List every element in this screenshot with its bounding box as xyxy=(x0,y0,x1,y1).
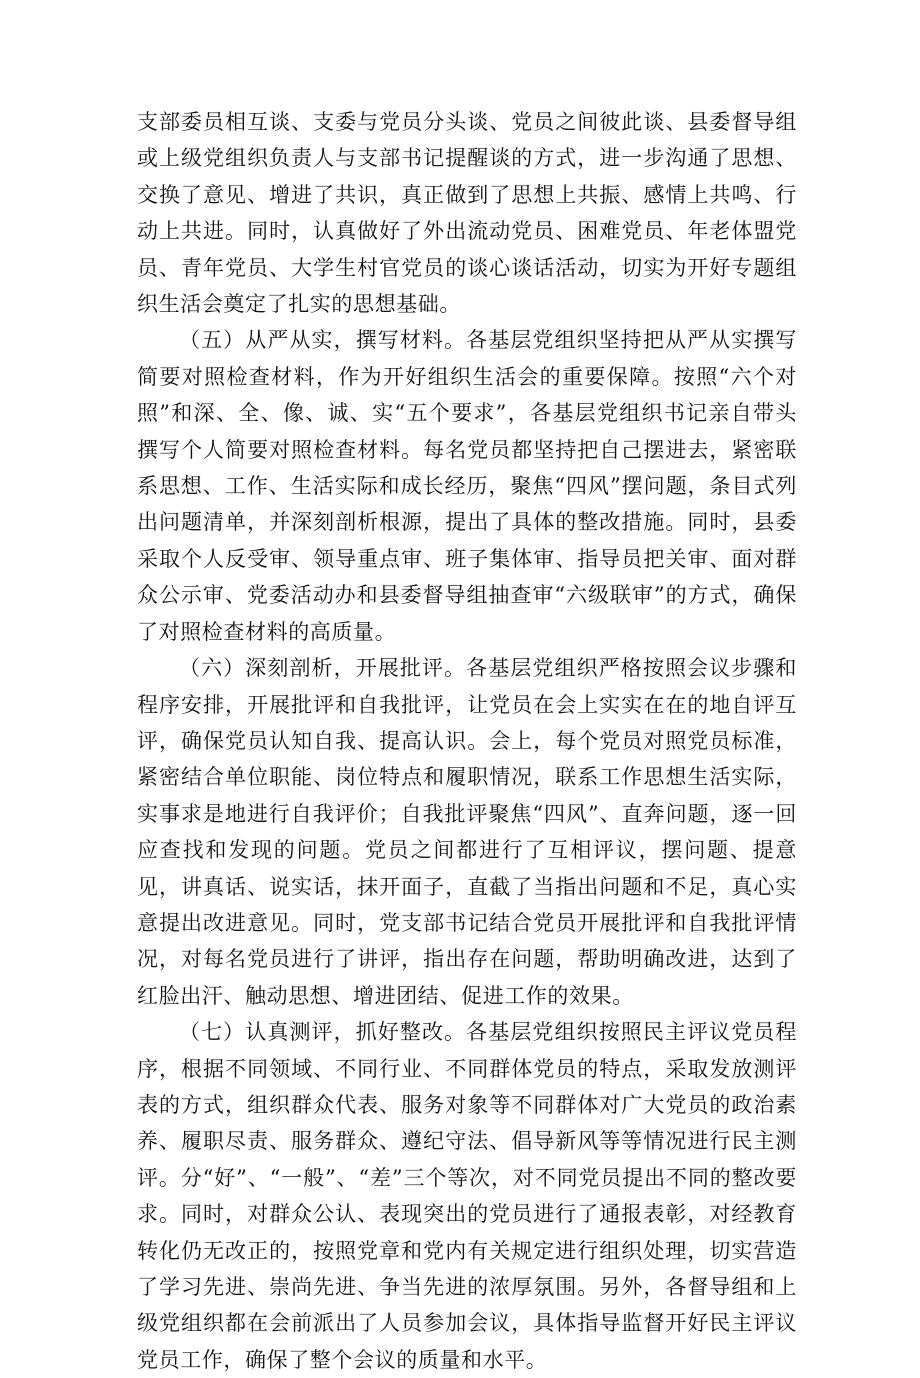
paragraph-section-6: （六）深刻剖析，开展批评。各基层党组织严格按照会议步骤和程序安排，开展批评和自我批评，让党员在会上实实在在的地自评互评，确保党员认知自我、提高认识。会上，每个党员对照党员标准，紧密结合单位职能、岗位特点和履职情况，联系工作思想生活实际，实事求是地进行自我评价；自我批评聚焦“四风”、直奔问题，逐一回应查找和发现的问题。党员之间都进行了互相评议，摆问题、提意见，讲真话、说实话，抹开面子，直截了当指出问题和不足，真心实意提出改进意见。同时，党支部书记结合党员开展批评和自我批评情况，对每名党员进行了讲评，指出存在问题，帮助明确改进，达到了红脸出汗、触动思想、增进团结、促进工作的效果。 xyxy=(137,656,797,1008)
paragraph-section-7: （七）认真测评，抓好整改。各基层党组织按照民主评议党员程序，根据不同领域、不同行业、不同群体党员的特点，采取发放测评表的方式，组织群众代表、服务对象等不同群体对广大党员的政治素养、履职尽责、服务群众、遵纪守法、倡导新风等等情况进行民主测评。分“好”、“一般”、“差”三个等次，对不同党员提出不同的整改要求。同时，对群众公认、表现突出的党员进行了通报表彰，对经教育转化仍无改正的，按照党章和党内有关规定进行组织处理，切实营造了学习先进、崇尚先进、争当先进的浓厚氛围。另外，各督导组和上级党组织都在会前派出了人员参加会议，具体指导监督开好民主评议党员工作，确保了整个会议的质量和水平。 xyxy=(137,1020,797,1372)
document-body xyxy=(137,104,797,1378)
paragraph-continuation: 支部委员相互谈、支委与党员分头谈、党员之间彼此谈、县委督导组或上级党组织负责人与支部书记提醒谈的方式，进一步沟通了思想、交换了意见、增进了共识，真正做到了思想上共振、感情上共鸣、行动上共进。同时，认真做好了外出流动党员、困难党员、年老体盟党员、青年党员、大学生村官党员的谈心谈话活动，切实为开好专题组织生活会奠定了扎实的思想基础。 xyxy=(137,110,797,317)
paragraph-section-5: （五）从严从实，撰写材料。各基层党组织坚持把从严从实撰写简要对照检查材料，作为开好组织生活会的重要保障。按照“六个对照”和深、全、像、诚、实“五个要求”，各基层党组织书记亲自带头撰写个人简要对照检查材料。每名党员都坚持把自己摆进去，紧密联系思想、工作、生活实际和成长经历，聚焦“四风”摆问题，条目式列出问题清单，并深刻剖析根源，提出了具体的整改措施。同时，县委采取个人反受审、领导重点审、班子集体审、指导员把关审、面对群众公示审、党委活动办和县委督导组抽查审“六级联审”的方式，确保了对照检查材料的高质量。 xyxy=(137,328,797,644)
